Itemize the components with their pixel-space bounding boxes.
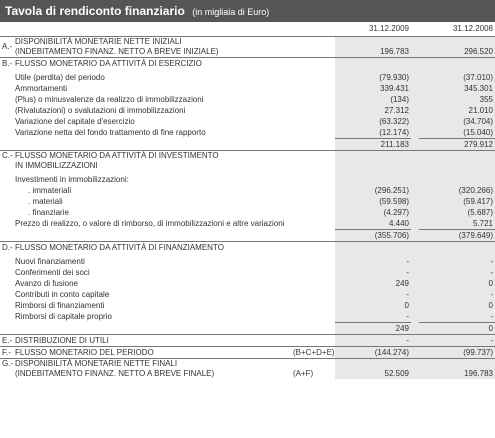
- row-value-2008: (34.704): [419, 116, 495, 127]
- section-g-2008: 196.783: [419, 359, 495, 380]
- row-value-2009: (12.174): [335, 127, 411, 139]
- row-label: . materiali: [28, 197, 63, 206]
- row-label: Contributi in conto capitale: [15, 290, 110, 299]
- section-letter: E.-: [2, 336, 13, 345]
- row-value-2008: 21.010: [419, 105, 495, 116]
- section-a-2008: 296.520: [419, 37, 495, 58]
- section-f-label: FLUSSO MONETARIO DEL PERIODO: [14, 347, 293, 359]
- row-value-2009: (296.251): [335, 185, 411, 196]
- row-value-2008: -: [419, 289, 495, 300]
- row-value-2009: 249: [335, 278, 411, 289]
- section-c-label: FLUSSO MONETARIO DA ATTIVITÀ DI INVESTIMENTO IN IMMOBILIZZAZIONI: [14, 151, 335, 172]
- section-c-total-2008: (379.649): [419, 230, 495, 242]
- row-label: (Plus) o minusvalenze da realizzo di immobilizzazioni: [15, 95, 204, 104]
- row-value-2008: (59.417): [419, 196, 495, 207]
- row-label: Ammortamenti: [15, 84, 68, 93]
- table-row: [0, 218, 495, 230]
- cash-flow-table: [0, 22, 495, 379]
- table-row: [0, 278, 495, 289]
- section-e-2008: -: [419, 335, 495, 347]
- row-value-2008: (15.040): [419, 127, 495, 139]
- row-label: Variazione netta del fondo trattamento di fine rapporto: [15, 128, 206, 138]
- section-b-total: [0, 139, 495, 151]
- section-letter: A.-: [0, 37, 14, 58]
- table-row: [0, 72, 495, 83]
- row-label: Avanzo di fusione: [15, 279, 79, 288]
- section-letter: G.-: [0, 359, 14, 380]
- section-g-label: DISPONIBILITÀ MONETARIE NETTE FINALI (INDEBITAMENTO FINANZ. NETTO A BREVE FINALE): [14, 359, 293, 380]
- section-d-label: FLUSSO MONETARIO DA ATTIVITÀ DI FINANZIAMENTO: [14, 242, 335, 254]
- row-value-2009: -: [335, 267, 411, 278]
- row-label: . finanziarie: [28, 208, 69, 217]
- section-e-2009: -: [335, 335, 411, 347]
- section-e-label: DISTRIBUZIONE DI UTILI: [14, 335, 335, 347]
- table-row: [0, 83, 495, 94]
- row-label: Nuovi finanziamenti: [15, 257, 85, 266]
- investments-label: Investimenti in immobilizzazioni:: [15, 175, 129, 184]
- section-c-total: [0, 230, 495, 242]
- row-label: (Rivalutazioni) o svalutazioni di immobilizzazioni: [15, 106, 186, 115]
- section-b-total-2008: 279.912: [419, 139, 495, 151]
- row-value-2009: 4.440: [335, 218, 411, 230]
- section-f-2008: (99.737): [419, 347, 495, 359]
- section-d-total-2008: 0: [419, 323, 495, 335]
- section-f-formula: (B+C+D+E): [293, 348, 335, 357]
- section-f-2009: (144.274): [335, 347, 411, 359]
- section-a-label: DISPONIBILITÀ MONETARIE NETTE INIZIALI (INDEBITAMENTO FINANZ. NETTO A BREVE INIZIALE): [14, 37, 335, 58]
- section-e-row: [0, 335, 495, 347]
- section-a-row: [0, 37, 495, 58]
- section-c-header: [0, 151, 495, 172]
- table-row: [0, 94, 495, 105]
- row-value-2008: -: [419, 267, 495, 278]
- page-title: Tavola di rendiconto finanziario: [5, 4, 185, 18]
- table-row: [0, 289, 495, 300]
- section-c-total-2009: (355.706): [335, 230, 411, 242]
- section-letter: B.-: [2, 59, 13, 68]
- row-value-2009: 27.312: [335, 105, 411, 116]
- row-label: . immateriali: [28, 186, 72, 195]
- table-row: [0, 300, 495, 311]
- row-value-2009: -: [335, 256, 411, 267]
- row-value-2008: 0: [419, 300, 495, 311]
- row-value-2008: -: [419, 311, 495, 323]
- section-g-2009: 52.509: [335, 359, 411, 380]
- section-b-header: [0, 58, 495, 70]
- row-label: Rimborsi di capitale proprio: [15, 312, 112, 322]
- row-value-2009: (134): [335, 94, 411, 105]
- row-value-2008: -: [419, 256, 495, 267]
- table-row: [0, 196, 495, 207]
- row-value-2009: (63.322): [335, 116, 411, 127]
- table-row: [0, 105, 495, 116]
- section-d-total: [0, 323, 495, 335]
- row-value-2009: (79.930): [335, 72, 411, 83]
- row-label: Rimborsi di finanziamenti: [15, 301, 105, 310]
- row-value-2008: (5.687): [419, 207, 495, 218]
- page-subtitle: (in migliaia di Euro): [192, 7, 270, 17]
- row-value-2009: -: [335, 311, 411, 323]
- table-row: [0, 256, 495, 267]
- row-value-2009: -: [335, 289, 411, 300]
- row-value-2008: (320.266): [419, 185, 495, 196]
- table-row: [0, 174, 495, 185]
- column-header-2009: 31.12.2009: [368, 24, 409, 33]
- section-g-row: [0, 359, 495, 380]
- column-header-row: [0, 22, 495, 37]
- table-row: [0, 185, 495, 196]
- section-letter: D.-: [2, 243, 13, 252]
- section-f-row: [0, 347, 495, 359]
- table-row: [0, 267, 495, 278]
- section-d-total-2009: 249: [335, 323, 411, 335]
- section-a-2009: 196.783: [335, 37, 411, 58]
- row-value-2008: 5.721: [419, 218, 495, 230]
- section-b-total-2009: 211.183: [335, 139, 411, 151]
- row-label: Utile (perdita) del periodo: [15, 73, 105, 82]
- row-value-2009: 0: [335, 300, 411, 311]
- row-value-2008: (37.010): [419, 72, 495, 83]
- row-label: Prezzo di realizzo, o valore di rimborso, di immobilizzazioni e altre variazioni: [15, 219, 285, 229]
- table-row: [0, 311, 495, 323]
- section-b-label: FLUSSO MONETARIO DA ATTIVITÀ DI ESERCIZIO: [14, 58, 335, 70]
- row-value-2008: 355: [419, 94, 495, 105]
- section-letter: C.-: [0, 151, 14, 172]
- section-d-header: [0, 242, 495, 254]
- table-row: [0, 127, 495, 139]
- row-value-2008: 345.301: [419, 83, 495, 94]
- column-header-2008: 31.12.2008: [452, 24, 493, 33]
- row-value-2009: (59.598): [335, 196, 411, 207]
- row-value-2009: 339.431: [335, 83, 411, 94]
- row-label: Conferimenti dei soci: [15, 268, 90, 277]
- table-row: [0, 207, 495, 218]
- title-bar: [0, 0, 495, 22]
- row-label: Variazione del capitale d'esercizio: [15, 117, 135, 126]
- table-row: [0, 116, 495, 127]
- section-g-formula: (A+F): [293, 359, 335, 380]
- row-value-2008: 0: [419, 278, 495, 289]
- section-letter: F.-: [0, 347, 14, 359]
- row-value-2009: (4.297): [335, 207, 411, 218]
